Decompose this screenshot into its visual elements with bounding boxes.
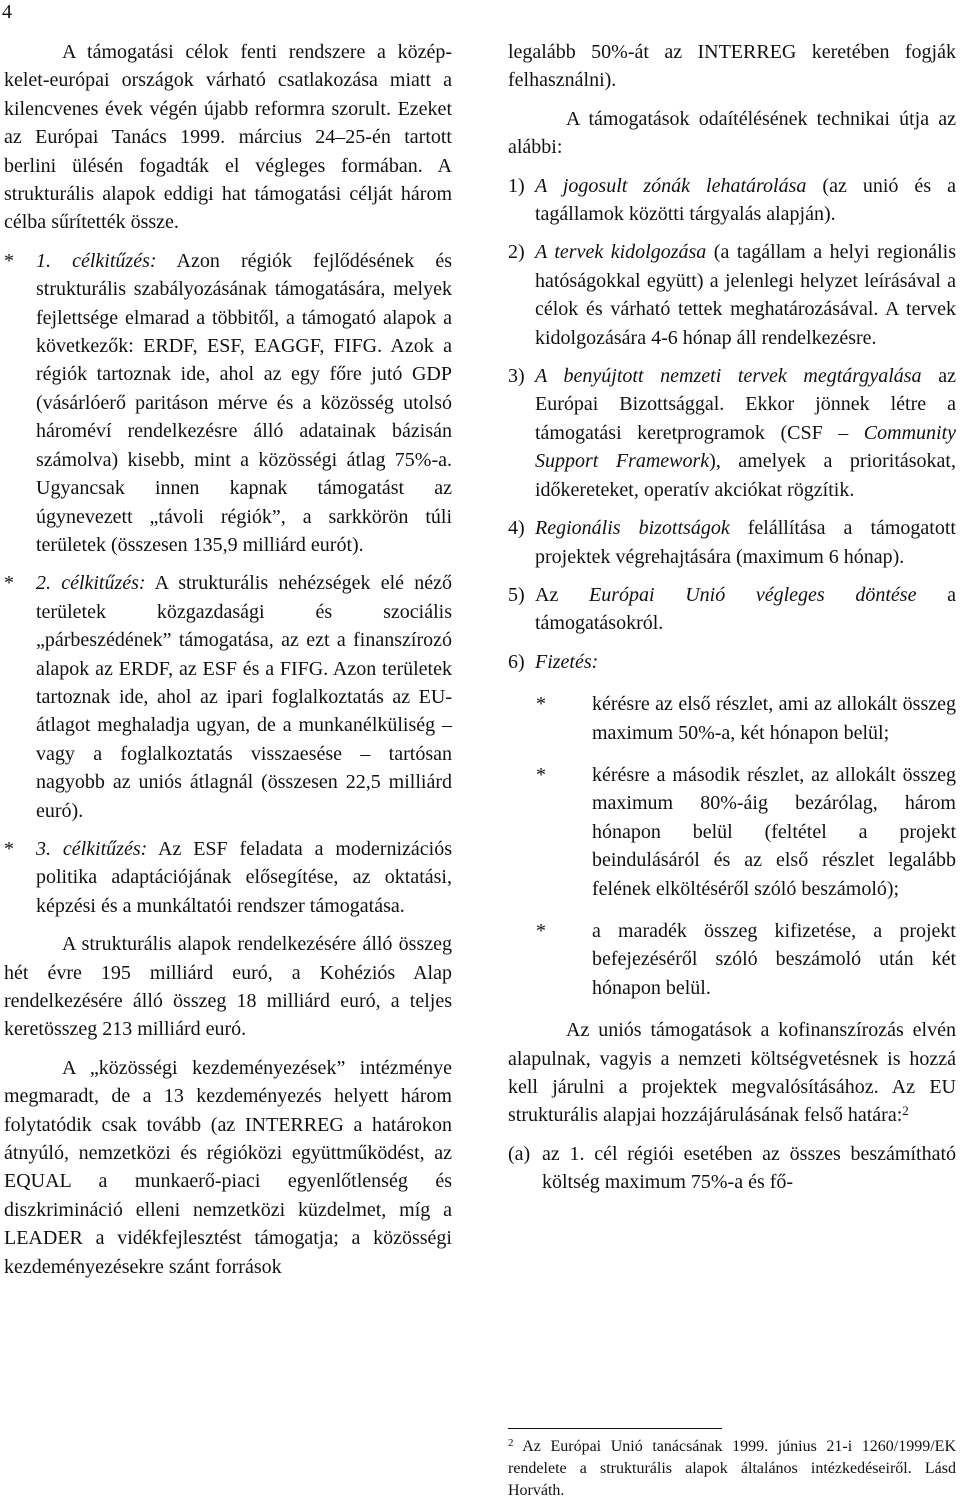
payment-text: kérésre a második részlet, az allokált összeg maximum 80%-áig bezárólag, három hónapon belül (feltétel a projekt beindulásáról és az első részlet legalább felének elköltéséről szóló beszámoló); xyxy=(592,763,956,900)
continuation-paragraph: legalább 50%-át az INTERREG keretében fogják felhasználni). xyxy=(508,41,956,92)
footnote-reference[interactable]: 2 xyxy=(902,1103,909,1119)
step-prefix: Az xyxy=(535,583,589,606)
objective-3 xyxy=(4,835,452,920)
step-title: A benyújtott nemzeti tervek megtárgyalása xyxy=(535,365,922,388)
step-text: (a tagállam a helyi regionális hatóságokkal együtt) a jelenlegi helyzet leírásával a célok és várható tettek meghatározásával. A tervek kidolgozására 4-6 hónap áll rendelkezésre. xyxy=(535,241,956,349)
step-number: 1) xyxy=(508,174,525,197)
step-italic-term: Community Support Framework xyxy=(535,421,956,473)
step-title: Fizetés: xyxy=(535,650,599,673)
bullet-star: * xyxy=(4,572,14,595)
bullet-star: * xyxy=(536,763,546,786)
page-number: 4 xyxy=(2,1,12,23)
objective-3-text: Az ESF feladata a modernizációs politika adaptációjának elősegítése, az oktatási, képzési és a munkáltatói rendszer támogatása. xyxy=(36,837,452,917)
step-text: ), amelyek a prioritásokat, időkereteket, operatív akciókat rögzítik. xyxy=(535,450,956,501)
procedure-step-5 xyxy=(508,581,956,638)
step-title: Regionális bizottságok xyxy=(535,517,730,540)
bullet-star: * xyxy=(4,249,14,272)
payment-item xyxy=(536,917,956,1002)
bullet-star: * xyxy=(536,693,546,716)
footnote-text: Az Európai Unió tanácsának 1999. június 21-i 1260/1999/EK rendelete a strukturális alapok általános intézkedéseiről. Lásd Horváth. xyxy=(508,1438,956,1499)
cofinancing-text: Az uniós támogatások a kofinanszírozás elvén alapulnak, vagyis a nemzeti költségvetésnek is hozzá kell járulni a projektek megvalósításához. Az EU strukturális alapjai hozzájárulásának felső határa: xyxy=(508,1019,956,1127)
objective-1-label: 1. célkitűzés: xyxy=(36,249,157,272)
cap-item-a xyxy=(508,1140,956,1197)
step-title: A jogosult zónák lehatárolása xyxy=(535,174,807,197)
budget-paragraph: A strukturális alapok rendelkezésére álló összeg hét évre 195 milliárd euró, a Kohéziós Alap rendelkezésére álló összeg 18 milliárd euró, a teljes keretösszeg 213 milliárd euró. xyxy=(4,933,452,1041)
procedure-step-1 xyxy=(508,172,956,229)
cap-item-text: az 1. cél régiói esetében az összes beszámítható költség maximum 75%-a és fő- xyxy=(542,1142,956,1194)
item-letter: (a) xyxy=(508,1142,531,1165)
procedure-step-4 xyxy=(508,514,956,571)
step-number: 3) xyxy=(508,365,525,388)
step-number: 2) xyxy=(508,241,525,264)
step-number: 4) xyxy=(508,517,525,540)
objective-1 xyxy=(4,247,452,559)
right-column xyxy=(508,38,956,1203)
step-text: a támogatásokról. xyxy=(535,583,956,635)
objective-3-label: 3. célkitűzés: xyxy=(36,837,148,860)
payment-text: a maradék összeg kifizetése, a projekt befejezéséről szóló beszámoló után két hónapon belül. xyxy=(592,919,956,999)
objective-2 xyxy=(4,569,452,825)
step-text: az Európai Bizottsággal. Ekkor jönnek létre a támogatási keretprogramok (CSF – xyxy=(535,365,956,444)
cofinancing-paragraph xyxy=(508,1016,956,1130)
step-number: 5) xyxy=(508,583,525,606)
step-text: felállítása a támogatott projektek végrehajtására (maximum 6 hónap). xyxy=(535,517,956,568)
bullet-star: * xyxy=(536,919,546,942)
objective-1-text: Azon régiók fejlődésének és strukturális szabályozásának támogatására, melyek fejlettsége elmarad a többitől, a támogató alapok a következők: ERDF, ESF, EAGGF, FIFG. Azok a régiók tartoznak ide, ahol az egy főre jutó GDP (vásárlóerő paritáson mérve és a közösség utolsó hároméví rendelkezésre álló adatainak bázisán számolva) kisebb, mint a közösségi átlag 75%-a. Ugyancsak innen kapnak támogatást az úgynevezett „távoli régiók”, a sarkkörön túli területek (összesen 135,9 milliárd eurót). xyxy=(36,249,452,556)
objective-2-text: A strukturális nehézségek elé néző területek közgazdasági és szociális „párbeszédének” támogatása, az ezt a finanszírozó alapok az ERDF, az ESF és a FIFG. Azon területek tartoznak ide, ahol az ipari foglalkoztatás az EU-átlagot meghaladja ugyan, de a munkanélküliség – vagy a foglalkoztatás visszaesése – tartósan nagyobb az uniós átlagnál (összesen 22,5 milliárd euró). xyxy=(36,572,452,822)
step-title: Európai Unió végleges döntése xyxy=(588,583,917,606)
procedure-step-6 xyxy=(508,648,956,676)
footnote-number: 2 xyxy=(508,1437,514,1449)
footnote xyxy=(508,1436,956,1502)
payment-item xyxy=(536,761,956,903)
payment-item xyxy=(536,690,956,747)
intro-paragraph: A támogatási célok fenti rendszere a közép-kelet-európai országok várható csatlakozása miatt a kilencvenes évek végén újabb reformra szorult. Ezeket az Európai Tanács 1999. március 24–25-én tartott berlini ülésén fogadták el végleges formában. A strukturális alapok eddigi hat támogatási célját három célba sűrítették össze. xyxy=(4,41,452,234)
step-number: 6) xyxy=(508,650,525,673)
footnote-divider xyxy=(508,1428,722,1429)
payment-text: kérésre az első részlet, ami az allokált összeg maximum 50%-a, két hónapon belül; xyxy=(592,693,956,744)
left-column xyxy=(4,38,452,1291)
step-title: A tervek kidolgozása xyxy=(535,241,707,264)
procedure-intro: A támogatások odaítélésének technikai útja az alábbi: xyxy=(508,107,956,159)
initiatives-paragraph: A „közösségi kezdeményezések” intézménye megmaradt, de a 13 kezdeményezés helyett három folytatódik csak tovább (az INTERREG a határokon átnyúló, nemzetközi és régióközi együttműködést, az EQUAL a munkaerő-piaci egyenlőtlenség és diszkrimináció elleni nemzetközi küzdelmet, míg a LEADER a vidékfejlesztést támogatja; a közösségi kezdeményezésekre szánt források xyxy=(4,1056,452,1278)
step-text: (az unió és a tagállamok közötti tárgyalás alapján). xyxy=(535,174,956,226)
bullet-star: * xyxy=(4,837,14,860)
procedure-step-3 xyxy=(508,362,956,504)
procedure-step-2 xyxy=(508,238,956,352)
objective-2-label: 2. célkitűzés: xyxy=(36,572,146,595)
